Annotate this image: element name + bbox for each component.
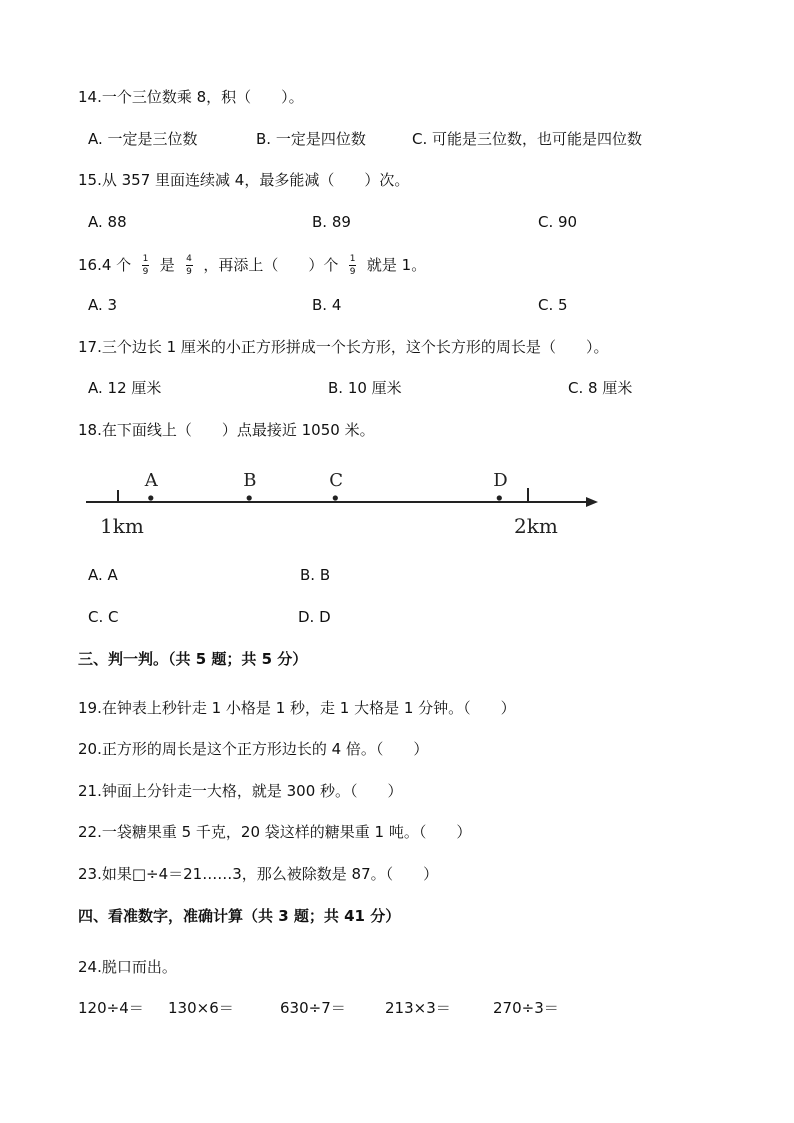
fraction-four-ninths xyxy=(186,254,193,277)
q18-stem: 18.在下面线上（ ）点最接近 1050 米。 xyxy=(78,421,375,439)
q16-suffix: 就是 1。 xyxy=(366,256,427,274)
q15-option-a[interactable]: A. 88 xyxy=(88,213,127,231)
q16-option-c[interactable]: C. 5 xyxy=(538,296,568,314)
q15-option-b[interactable]: B. 89 xyxy=(312,213,351,231)
point-d-label: D xyxy=(493,470,508,491)
expr-1: 120÷4＝ xyxy=(78,999,144,1017)
q14-option-a[interactable]: A. 一定是三位数 xyxy=(88,130,198,148)
q15-option-c[interactable]: C. 90 xyxy=(538,213,578,231)
q23-text: 23.如果□÷4＝21……3，那么被除数是 87。（ ） xyxy=(78,865,439,883)
point-a-dot xyxy=(148,495,153,500)
fraction-bar xyxy=(349,265,356,266)
fraction-numerator: 1 xyxy=(142,254,149,264)
q16-prefix: 16.4 个 xyxy=(78,256,132,274)
fraction-denominator: 9 xyxy=(349,267,356,277)
q15-stem: 15.从 357 里面连续减 4，最多能减（ ）次。 xyxy=(78,171,410,189)
q14-option-c[interactable]: C. 可能是三位数，也可能是四位数 xyxy=(412,130,643,148)
q16-option-a[interactable]: A. 3 xyxy=(88,296,118,314)
section3-title: 三、判一判。（共 5 题；共 5 分） xyxy=(78,650,308,668)
point-b-dot xyxy=(247,495,252,500)
fraction-denominator: 9 xyxy=(142,267,149,277)
start-label: 1km xyxy=(100,514,144,538)
q17-option-b[interactable]: B. 10 厘米 xyxy=(328,379,402,397)
q18-option-d[interactable]: D. D xyxy=(298,608,331,626)
section4-title: 四、看准数字，准确计算（共 3 题；共 41 分） xyxy=(78,907,401,925)
q16-mid1: 是 xyxy=(159,256,175,274)
fraction-bar xyxy=(142,265,149,266)
fraction-one-ninth xyxy=(142,254,149,277)
q22-text: 22.一袋糖果重 5 千克，20 袋这样的糖果重 1 吨。（ ） xyxy=(78,823,472,841)
q24-text: 24.脱口而出。 xyxy=(78,958,177,976)
point-c-label: C xyxy=(329,470,344,491)
q17-stem: 17.三个边长 1 厘米的小正方形拼成一个长方形，这个长方形的周长是（ ）。 xyxy=(78,338,609,356)
point-b-label: B xyxy=(243,470,257,491)
q18-option-b[interactable]: B. B xyxy=(300,566,331,584)
fraction-denominator: 9 xyxy=(186,267,192,277)
point-c-dot xyxy=(333,495,338,500)
q17-option-a[interactable]: A. 12 厘米 xyxy=(88,379,162,397)
fraction-bar xyxy=(186,265,193,266)
q18-option-a[interactable]: A. A xyxy=(88,566,118,584)
fraction-numerator: 1 xyxy=(349,254,356,264)
q16-stem xyxy=(78,254,426,277)
fraction-one-ninth-2 xyxy=(349,254,356,277)
q21-text: 21.钟面上分针走一大格，就是 300 秒。（ ） xyxy=(78,782,403,800)
q16-mid2: ，再添上（ ）个 xyxy=(203,256,339,274)
number-line-figure xyxy=(0,460,794,550)
arrow-head-icon xyxy=(586,497,598,507)
end-label: 2km xyxy=(514,514,558,538)
q14-stem: 14.一个三位数乘 8，积（ ）。 xyxy=(78,88,304,106)
fraction-numerator: 4 xyxy=(186,254,192,264)
q20-text: 20.正方形的周长是这个正方形边长的 4 倍。（ ） xyxy=(78,740,429,758)
q19-text: 19.在钟表上秒针走 1 小格是 1 秒，走 1 大格是 1 分钟。（ ） xyxy=(78,699,516,717)
expr-3: 630÷7＝ xyxy=(280,999,346,1017)
expr-2: 130×6＝ xyxy=(168,999,234,1017)
q16-option-b[interactable]: B. 4 xyxy=(312,296,342,314)
q14-option-b[interactable]: B. 一定是四位数 xyxy=(256,130,366,148)
point-a-label: A xyxy=(144,470,158,491)
q18-option-c[interactable]: C. C xyxy=(88,608,119,626)
point-d-dot xyxy=(497,495,502,500)
expr-4: 213×3＝ xyxy=(385,999,451,1017)
expr-5: 270÷3＝ xyxy=(493,999,559,1017)
q17-option-c[interactable]: C. 8 厘米 xyxy=(568,379,633,397)
